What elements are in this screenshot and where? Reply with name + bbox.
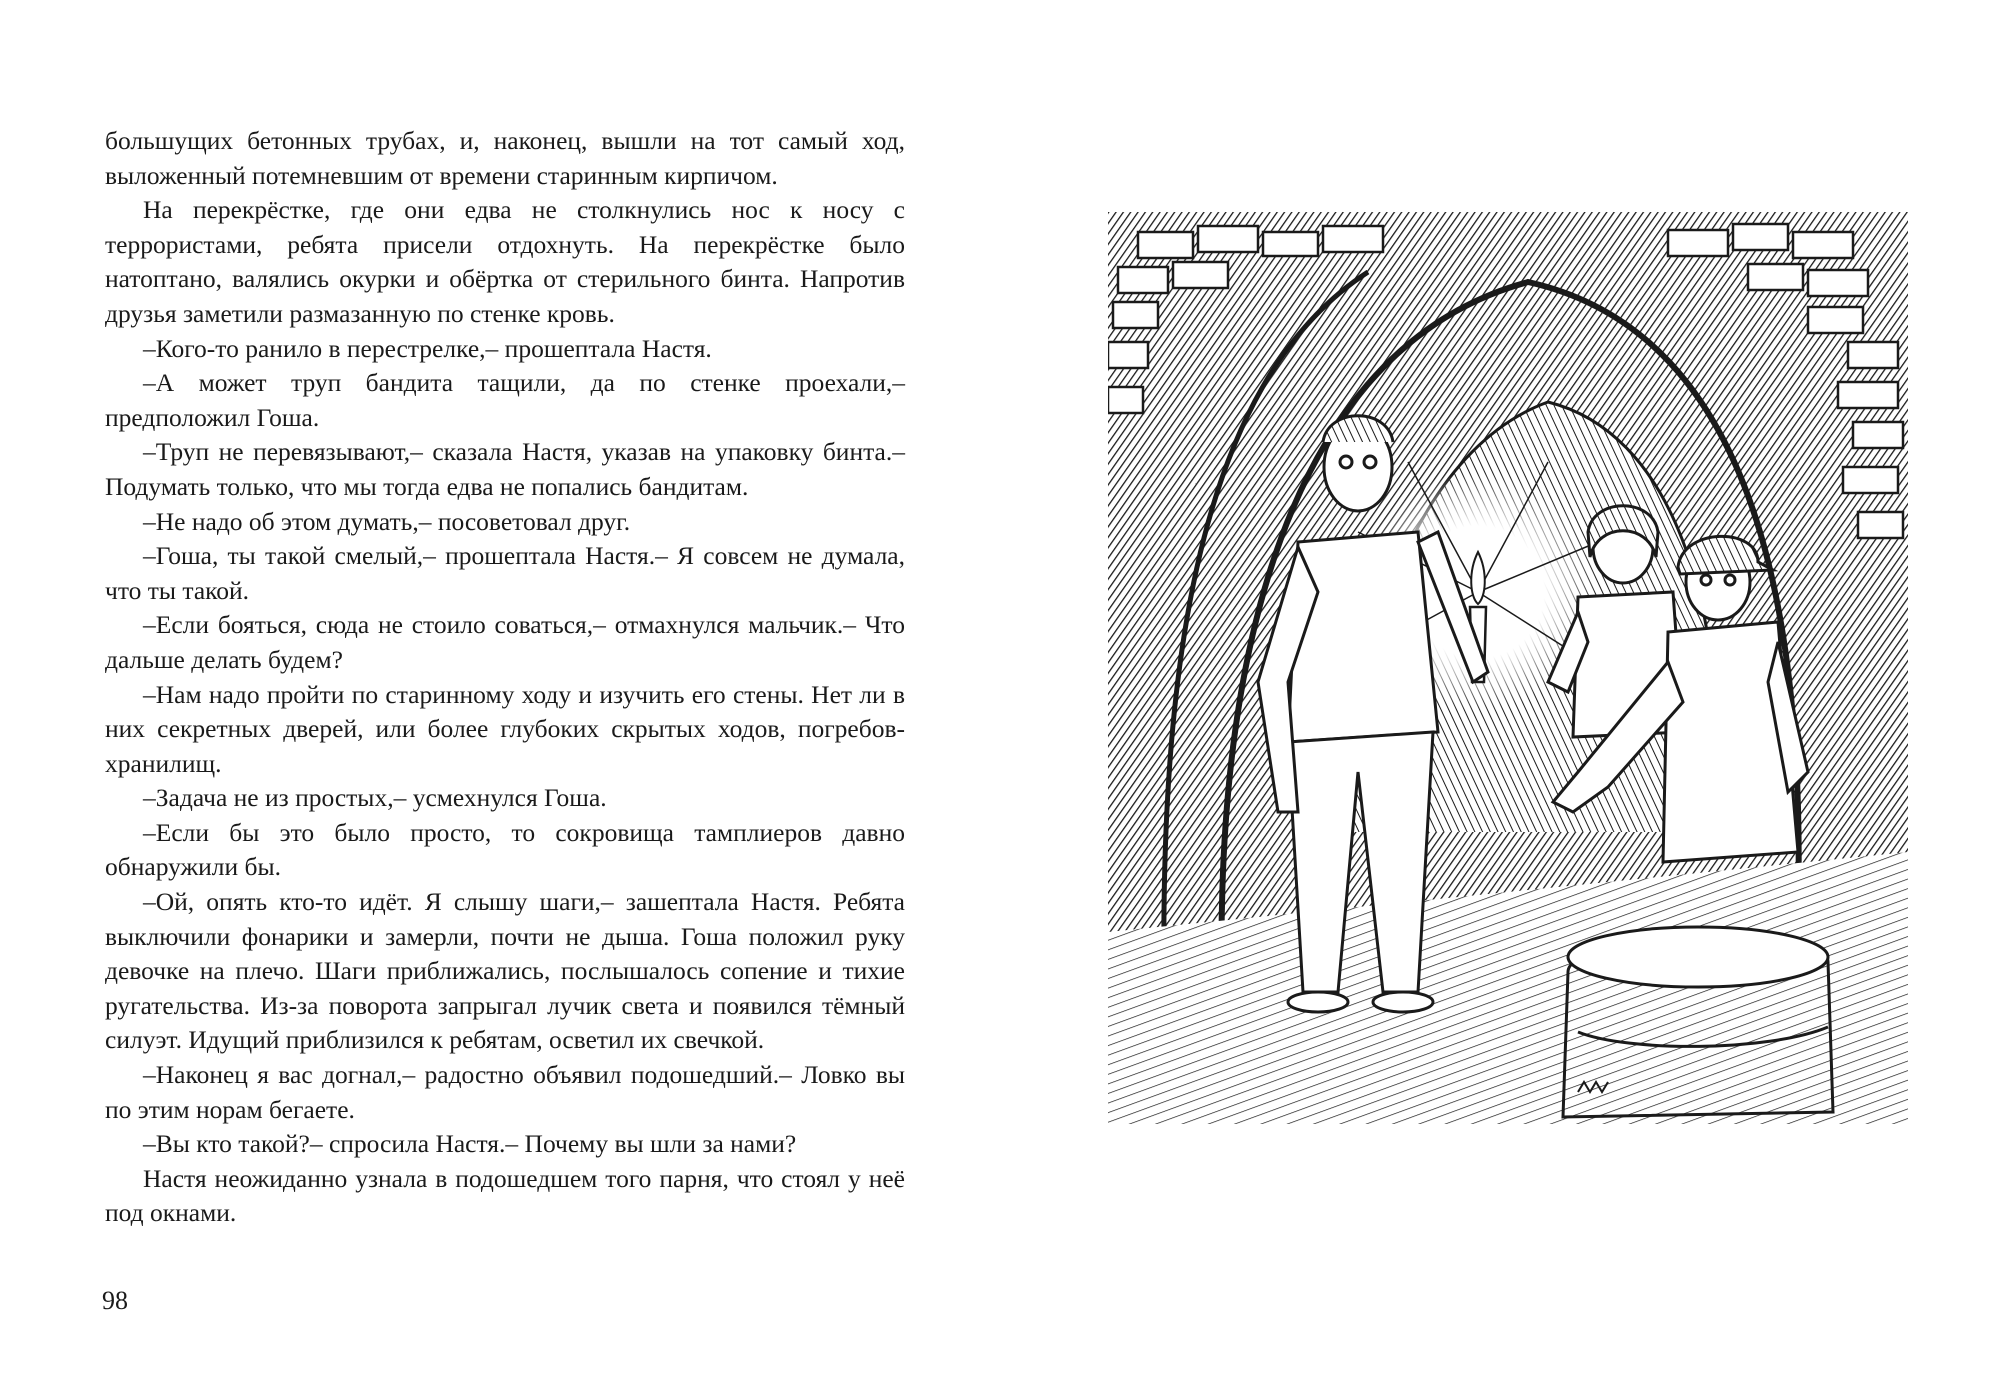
paragraph: –Если бы это было просто, то сокровища тамплиеров давно обнаружили бы. <box>105 817 905 882</box>
illustration-drawing <box>1108 212 1908 1124</box>
right-page <box>1000 0 2000 1397</box>
paragraph: –Если бояться, сюда не стоило соваться,– отмахнулся мальчик.– Что дальше делать будем? <box>105 610 905 674</box>
paragraph: –Кого-то ранило в перестрелке,– прошептала Настя. <box>143 333 712 363</box>
paragraph: –Вы кто такой?– спросила Настя.– Почему вы шли за нами? <box>143 1129 797 1159</box>
paragraph: –Нам надо пройти по старинному ходу и изучить его стены. Нет ли в них секретных дверей, или более глубоких скрытых ходов, погребов-хранилищ. <box>105 679 905 778</box>
page-number: 98 <box>102 1286 128 1315</box>
paragraph: Настя неожиданно узнала в подошедшем того парня, что стоял у неё под окнами. <box>105 1163 905 1228</box>
paragraph: большущих бетонных трубах, и, наконец, вышли на тот самый ход, выложенный потемневшим от времени старинным кирпичом. <box>105 126 905 190</box>
paragraph: –А может труп бандита тащили, да по стенке проехали,– предположил Гоша. <box>105 368 905 432</box>
paragraph: –Задача не из простых,– усмехнулся Гоша. <box>143 783 607 813</box>
tunnel-illustration <box>1108 212 1908 1124</box>
paragraph: –Гоша, ты такой смелый,– прошептала Настя.– Я совсем не думала, что ты такой. <box>105 541 905 605</box>
body-text <box>105 124 905 1231</box>
paragraph: –Не надо об этом думать,– посоветовал друг. <box>143 506 631 536</box>
paragraph: –Наконец я вас догнал,– радостно объявил подошедший.– Ловко вы по этим норам бегаете. <box>105 1060 905 1124</box>
paragraph: –Ой, опять кто-то идёт. Я слышу шаги,– зашептала Настя. Ребята выключили фонарики и замерли, почти не дыша. Гоша положил руку девочке на плечо. Шаги приближались, послышалось сопение и тихие ругательства. Из-за поворота запрыгал лучик света и появился тёмный силуэт. Идущий приблизился к ребятам, осветил их свечкой. <box>105 887 905 1055</box>
paragraph: –Труп не перевязывают,– сказала Настя, указав на упаковку бинта.– Подумать только, что мы тогда едва не попались бандитам. <box>105 437 905 501</box>
paragraph: На перекрёстке, где они едва не столкнулись нос к носу с террористами, ребята присели отдохнуть. На перекрёстке было натоптано, валялись окурки и обёртка от стерильного бинта. Напротив друзья заметили размазанную по стенке кровь. <box>105 195 905 328</box>
